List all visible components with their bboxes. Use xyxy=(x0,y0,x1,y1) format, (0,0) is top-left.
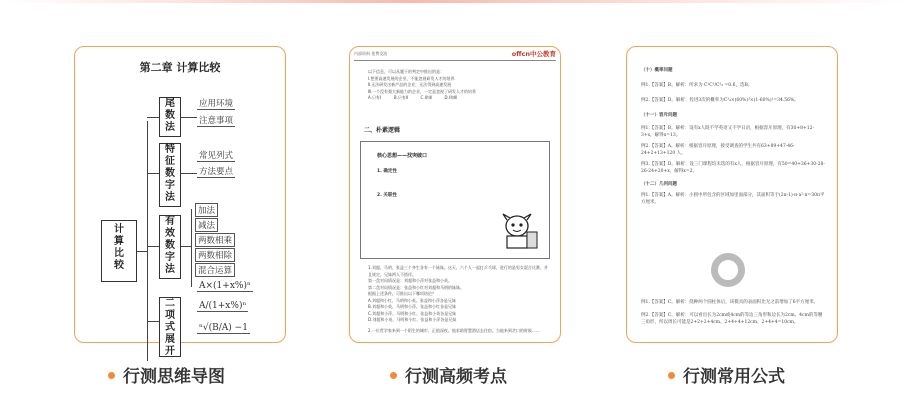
choices-line: A.只有Ⅰ B.只有Ⅱ C.Ⅰ和Ⅱ D.Ⅰ和Ⅲ xyxy=(368,95,457,100)
problem-paragraph: 1.刘超、马明、张益三个齐生各有一个妹妹。这天，六个人一起打乒乓球，进行的是男女混合比赛，并且规定，兄妹两人不搭伴。 xyxy=(368,265,548,277)
connector xyxy=(181,246,191,247)
problem-line: D.刘超和小英、马明和小红、张益和小萍各是兄妹 xyxy=(368,317,457,322)
example-text: 例1.【答案】B。解析：所求为 C¹C¹/C²₃ =0.6，选B。 xyxy=(641,83,753,88)
problem-footer: 2.一位哲学家来到一个陌生的城市，正值深夜。他求助智慧酒店去住宿。当他来到岔口的时候…… xyxy=(368,327,540,333)
mindmap-leaf: 方法要点 xyxy=(199,167,234,177)
problem-line: 根据上述条件，可推出以下哪项结论？ xyxy=(368,291,436,296)
doc-header xyxy=(354,51,556,61)
example-text: 例2.【答案】D。解析：投进3次的概率为C³₄×(60%)³×(1-60%)¹=34.56%。 xyxy=(641,98,799,103)
box-item: 1. 确定性 xyxy=(377,169,397,174)
example-text: 例1.【答案】C。解析：绕种两个圆柱体后，该模具的表面积比无之前增加了6平方厘米。 xyxy=(641,300,819,305)
mindmap-node-tail-number: 尾 数 法 xyxy=(159,97,181,137)
connector xyxy=(147,121,148,361)
section-heading: （十一）容斥问题 xyxy=(641,113,677,118)
example-text: 例3.【答案】D。解析：设三门课程均未选的有x人，根据容斥原理，有50=40+36+30-28-26-24+20+x，解得x=2。 xyxy=(641,162,825,174)
core-idea-box xyxy=(360,141,550,259)
header-left-text: 内部资料 免费交流 xyxy=(354,51,388,56)
section-title: 二、朴素逻辑 xyxy=(364,127,401,134)
option-line: Ⅲ.一个没有强大新能力的企业，一定是忽视了研发人才的培养 xyxy=(368,88,477,94)
connector xyxy=(147,173,159,174)
ring-diagram-icon xyxy=(711,253,745,287)
mindmap-formula: A×(1+x%)ⁿ xyxy=(199,281,251,291)
mindmap-leaf: 混合运算 xyxy=(195,263,235,277)
problem-line: A.刘超和小红、马明和小英、张益和小萍各是兄妹 xyxy=(368,297,456,303)
connector xyxy=(181,173,197,174)
connector xyxy=(191,209,192,287)
mindmap-root-node: 计 算 比 较 xyxy=(101,220,137,282)
mindmap-preview-card[interactable] xyxy=(74,46,286,357)
connector xyxy=(147,246,159,247)
problem-line: B.刘超和小英、马明和小萍、张益和小红各是兄妹 xyxy=(368,304,457,309)
problem-line: 第二盘对局情况是：张益和小红对刘超和马明的妹妹。 xyxy=(368,284,464,290)
example-text: 例2.【答案】C。解析：可以看出长为2cm或4cm的等边三角形和边长为2cm、4cm的等腰三角形，所以周长可能是2+2+2+4cm、2+4+4+12cm、2+4+4=10cm。 xyxy=(641,313,823,325)
caption-mindmap: 行测思维导图 xyxy=(108,362,225,387)
example-text: 例1.【答案】A。解析：小圆中所包含的区域加里面部分，其面积等于(2π-1)·π·a²·π=30π平方厘米。 xyxy=(641,193,825,205)
mindmap-leaf: 应用环境 xyxy=(199,99,234,109)
mindmap-title: 第二章 计算比较 xyxy=(139,61,221,74)
option-line: Ⅱ.无法研发出新产品的企业，无法得到高速发展 xyxy=(368,82,452,87)
mindmap-formula: A/(1+x%)ⁿ xyxy=(199,301,247,311)
cartoon-mascot-icon xyxy=(497,212,541,252)
offcn-logo: offcn中公教育 xyxy=(511,50,556,58)
problem-line: C.刘超和小萍、马明和小红、张益和小英各是兄妹 xyxy=(368,310,457,316)
mindmap-leaf: 减法 xyxy=(195,218,218,232)
formula-preview-card[interactable] xyxy=(626,46,838,343)
section-heading: （十二）几何问题 xyxy=(641,182,677,187)
connector xyxy=(137,251,147,252)
box-title: 核心思想——找突破口 xyxy=(377,153,428,159)
bullet-dot-icon xyxy=(668,372,675,379)
intro-text: 以下信息，可以从题干的判定中推出的是： xyxy=(368,69,444,74)
highfreq-preview-card[interactable] xyxy=(349,46,561,343)
connector xyxy=(147,117,159,118)
problem-line: 第一盘对局情况是：刘超和小萍对张益和小英。 xyxy=(368,278,452,283)
option-line: Ⅰ.想要高速发展的企业，不能忽视研发人才的培养 xyxy=(368,75,455,81)
mindmap-leaf: 常见列式 xyxy=(199,151,234,161)
mindmap-leaf: 加法 xyxy=(195,203,218,217)
box-item: 2. 关联性 xyxy=(377,193,397,198)
caption-formula: 行测常用公式 xyxy=(668,362,785,387)
mindmap-node-effective-digits: 有 效 数 字 法 xyxy=(159,215,181,279)
connector xyxy=(147,321,159,322)
example-text: 例1.【答案】B。解析：设有x人既不学英语又不学日语，根据容斥原理，有30+8+12-3+x，解得x=13。 xyxy=(641,126,815,138)
caption-highfreq: 行测高频考点 xyxy=(390,362,507,387)
mindmap-node-binomial: 二 项 式 展 开 xyxy=(159,297,181,357)
mindmap-node-feature-number: 特 征 数 字 法 xyxy=(159,143,181,207)
bullet-dot-icon xyxy=(390,372,397,379)
mindmap-formula: ⁿ√(B/A) −1 xyxy=(199,323,248,333)
mindmap-leaf: 两数相除 xyxy=(195,248,235,262)
bullet-dot-icon xyxy=(108,372,115,379)
mindmap-leaf: 两数相乘 xyxy=(195,233,235,247)
mindmap-leaf: 注意事项 xyxy=(199,116,234,126)
section-heading: （十）概率问题 xyxy=(641,68,673,73)
example-text: 例2.【答案】A。解析：根据容斥原理，接受调查的学生共有63+89+47-46-24+2+13+120 人。 xyxy=(641,144,795,156)
connector xyxy=(181,117,197,118)
top-decorative-line xyxy=(0,0,910,3)
